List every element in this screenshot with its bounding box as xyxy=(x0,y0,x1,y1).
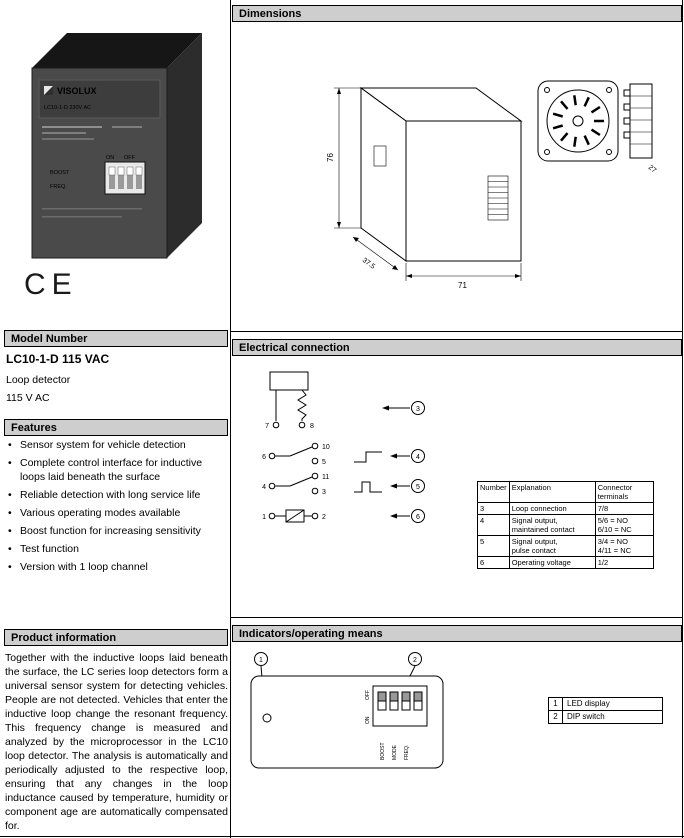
callout-2-label: 2 xyxy=(413,657,417,664)
terminal-7-label: 7 xyxy=(265,423,269,430)
feature-text: Test function xyxy=(20,543,79,555)
feature-item xyxy=(6,506,226,520)
column-divider-line xyxy=(230,0,231,838)
cell-explanation: Operating voltage xyxy=(509,557,595,569)
col-explanation: Explanation xyxy=(509,482,595,503)
supply-symbol xyxy=(269,510,318,522)
model-voltage: 115 V AC xyxy=(6,392,50,404)
feature-text: Boost function for increasing sensitivity xyxy=(20,525,201,537)
cell-explanation: Signal output, maintained contact xyxy=(509,515,595,536)
model-number-header-label: Model Number xyxy=(11,333,88,345)
dimension-height-label: 76 xyxy=(326,153,335,162)
electrical-connection-diagram xyxy=(242,364,452,534)
cell-terminals: 3/4 = NO 4/11 = NC xyxy=(595,536,653,557)
col-terminals: Connector terminals xyxy=(595,482,653,503)
model-number-value: LC10-1-D 115 VAC xyxy=(6,352,110,366)
terminal-6-label: 6 xyxy=(262,454,266,461)
device-brand: VISOLUX xyxy=(57,86,97,96)
electrical-connection-header xyxy=(232,339,682,356)
loop-symbol xyxy=(270,372,308,428)
cell-terminals: 5/6 = NO 6/10 = NC xyxy=(595,515,653,536)
table-header-row xyxy=(478,482,654,503)
dimension-socket-label: 27 xyxy=(646,164,658,175)
table-row xyxy=(478,503,654,515)
features-list xyxy=(6,438,226,578)
col-number: Number xyxy=(478,482,510,503)
cell-explanation: Signal output, pulse contact xyxy=(509,536,595,557)
cell-number: 5 xyxy=(478,536,510,557)
device-model-line: LC10-1-D 230V AC xyxy=(44,105,92,111)
table-row xyxy=(478,515,654,536)
terminal-8-label: 8 xyxy=(310,423,314,430)
indicators-drawing xyxy=(245,648,450,773)
socket-side-view xyxy=(624,84,652,158)
dimensions-section-separator xyxy=(230,331,682,332)
model-type: Loop detector xyxy=(6,374,71,386)
dimension-depth-label: 37.5 xyxy=(360,256,376,271)
cell-terminals: 7/8 xyxy=(595,503,653,515)
callout-1-label: 1 xyxy=(259,657,263,664)
bottom-border-line xyxy=(0,836,684,837)
electrical-connection-header-label: Electrical connection xyxy=(239,342,350,354)
electrical-connection-table xyxy=(477,481,654,569)
cell-number: 6 xyxy=(478,557,510,569)
features-header-label: Features xyxy=(11,422,57,434)
device-boost-label: BOOST xyxy=(50,170,70,176)
device-body xyxy=(32,33,202,258)
dip-switch-drawing xyxy=(373,686,427,726)
feature-text: Various operating modes available xyxy=(20,507,181,519)
legend-row xyxy=(549,711,663,724)
callout-5-label: 5 xyxy=(416,484,420,491)
device-outline-drawing xyxy=(361,88,521,261)
indicators-header xyxy=(232,625,682,642)
feature-item xyxy=(6,524,226,538)
table-row xyxy=(478,536,654,557)
terminal-1-label: 1 xyxy=(262,514,266,521)
callout-4-label: 4 xyxy=(416,454,420,461)
device-label-plate xyxy=(39,80,160,118)
feature-text: Sensor system for vehicle detection xyxy=(20,439,186,451)
terminal-2-label: 2 xyxy=(322,514,326,521)
legend-number: 1 xyxy=(549,698,563,711)
dimensions-header-label: Dimensions xyxy=(239,8,302,20)
terminal-3-label: 3 xyxy=(322,489,326,496)
feature-item xyxy=(6,542,226,556)
feature-text: Version with 1 loop channel xyxy=(20,561,148,573)
dimensions-drawing xyxy=(236,26,680,326)
cell-number: 3 xyxy=(478,503,510,515)
indicators-header-label: Indicators/operating means xyxy=(239,628,383,640)
device-dip-off-label: OFF xyxy=(124,155,135,161)
led-indicator-icon xyxy=(263,714,271,722)
feature-item xyxy=(6,560,226,574)
dip-freq-label: FREQ. xyxy=(404,744,410,760)
product-information-header xyxy=(4,629,228,646)
ce-mark: CE xyxy=(24,268,78,301)
callout-6-label: 6 xyxy=(416,514,420,521)
feature-item xyxy=(6,438,226,452)
product-photo xyxy=(12,8,217,263)
dip-boost-label: BOOST xyxy=(380,742,386,760)
callout-lines xyxy=(382,406,410,519)
legend-row xyxy=(549,698,663,711)
cell-number: 4 xyxy=(478,515,510,536)
indicators-legend-table xyxy=(548,697,663,724)
legend-number: 2 xyxy=(549,711,563,724)
callout-3-label: 3 xyxy=(416,406,420,413)
dip-off-label: OFF xyxy=(365,690,371,700)
dip-mode-label: MODE xyxy=(392,745,398,760)
socket-front-view xyxy=(538,81,618,161)
feature-text: Reliable detection with long service life xyxy=(20,489,201,501)
dimensions-header xyxy=(232,5,682,22)
device-dip-on-label: ON xyxy=(106,155,115,161)
model-number-header xyxy=(4,330,228,347)
cell-explanation: Loop connection xyxy=(509,503,595,515)
feature-item xyxy=(6,456,226,484)
features-header xyxy=(4,419,228,436)
callout-circles xyxy=(412,402,425,523)
device-freq-label: FREQ. xyxy=(50,184,67,190)
dip-on-label: ON xyxy=(365,716,371,724)
dimension-width-label: 71 xyxy=(458,281,467,290)
right-border-line xyxy=(682,0,683,838)
terminal-5-label: 5 xyxy=(322,459,326,466)
product-information-text: Together with the inductive loops laid beneath the surface, the LC series loop detectors form a universal sensor system for detecting vehicles. People are not detected. Vehicles that enter the inductive loop change the resonant frequency. This frequency change is measured and analyzed by the microprocessor in the LC10 loop detector. The analysis is automatically and periodically adjusted to the respective loop, ensuring that any changes in the loop inductance caused by temperature, humidity or component age are automatically compensated for. xyxy=(5,652,228,832)
electrical-section-separator xyxy=(230,617,682,618)
legend-label: LED display xyxy=(563,698,663,711)
feature-text: Complete control interface for inductive loops laid beneath the surface xyxy=(20,457,203,483)
terminal-10-label: 10 xyxy=(322,444,330,451)
legend-label: DIP switch xyxy=(563,711,663,724)
product-information-header-label: Product information xyxy=(11,632,117,644)
table-row xyxy=(478,557,654,569)
feature-item xyxy=(6,488,226,502)
terminal-11-label: 11 xyxy=(322,474,330,481)
cell-terminals: 1/2 xyxy=(595,557,653,569)
terminal-4-label: 4 xyxy=(262,484,266,491)
